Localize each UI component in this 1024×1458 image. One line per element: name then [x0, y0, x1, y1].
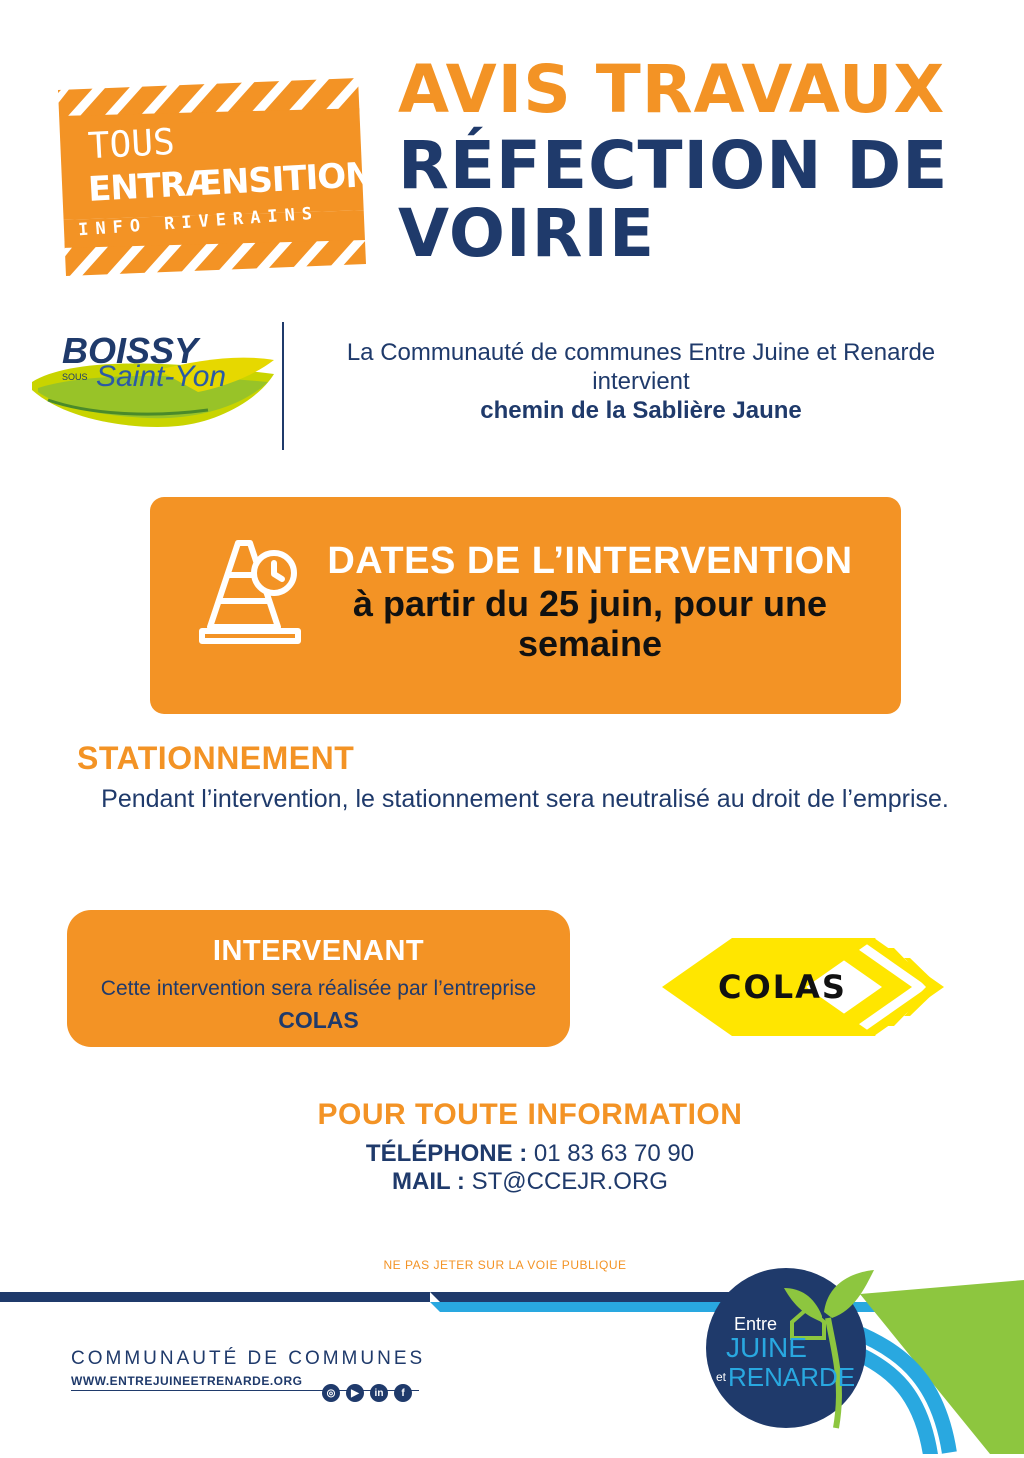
facebook-icon[interactable]: f: [394, 1384, 412, 1402]
boissy-sous: SOUS: [62, 372, 88, 382]
ejr-juine: JUINE: [726, 1332, 807, 1363]
contractor-box: [67, 910, 570, 1047]
divider-line: [282, 322, 284, 450]
info-mail-line: [250, 1168, 810, 1196]
info-heading: POUR TOUTE INFORMATION: [317, 1098, 743, 1131]
boissy-name: BOISSY: [62, 330, 199, 371]
contractor-text: Cette intervention sera réalisée par l’entreprise: [100, 977, 537, 1000]
tous-en-transition-badge: [58, 78, 389, 278]
boissy-saint-yon-logo: [28, 330, 276, 430]
mail-label: MAIL :: [392, 1168, 465, 1195]
ejr-et: et: [716, 1370, 727, 1384]
intro-text: [296, 338, 986, 425]
entre-juine-et-renarde-logo: [704, 1252, 880, 1440]
community-label: COMMUNAUTÉ DE COMMUNES: [71, 1348, 426, 1369]
instagram-icon[interactable]: ◎: [322, 1384, 340, 1402]
dates-value: à partir du 25 juin, pour une semaine: [352, 583, 828, 664]
phone-number[interactable]: 01 83 63 70 90: [533, 1140, 695, 1167]
ejr-entre: Entre: [734, 1314, 778, 1334]
title-avis-travaux: AVIS TRAVAUX: [398, 51, 946, 128]
badge-info-riverains: INFO RIVERAINS: [77, 203, 320, 241]
parking-heading: STATIONNEMENT: [77, 740, 355, 776]
contractor-heading: INTERVENANT: [212, 935, 425, 967]
traffic-cone-clock-icon: [198, 535, 304, 651]
contact-info: [250, 1098, 810, 1196]
badge-entraensition: ENTRÆNSITION!: [87, 154, 389, 210]
colas-logo: [662, 938, 954, 1036]
contractor-company: COLAS: [278, 1007, 359, 1033]
boissy-saint-yon: Saint-Yon: [96, 360, 227, 393]
badge-tous: TOUS: [86, 121, 176, 168]
youtube-icon[interactable]: ▶: [346, 1384, 364, 1402]
ejr-renarde: RENARDE: [728, 1362, 856, 1392]
title-voirie: VOIRIE: [398, 195, 656, 272]
title-refection: RÉFECTION DE: [398, 127, 949, 204]
mail-address[interactable]: ST@CCEJR.ORG: [471, 1168, 668, 1195]
intro-line1: La Communauté de communes Entre Juine et Renarde: [346, 339, 936, 366]
intro-line2: intervient: [592, 368, 690, 395]
disposal-notice: NE PAS JETER SUR LA VOIE PUBLIQUE: [383, 1258, 627, 1272]
social-icons: [322, 1384, 412, 1402]
website-link[interactable]: WWW.ENTREJUINEETRENARDE.ORG: [71, 1374, 419, 1391]
colas-logo-text: COLAS: [718, 968, 847, 1006]
dates-heading: DATES DE L’INTERVENTION: [327, 540, 853, 582]
parking-text: Pendant l’intervention, le stationnement sera neutralisé au droit de l’emprise.: [101, 785, 949, 813]
dates-text: [320, 538, 860, 664]
intro-location: chemin de la Sablière Jaune: [480, 397, 802, 424]
phone-label: TÉLÉPHONE :: [365, 1140, 528, 1167]
info-phone-line: [250, 1140, 810, 1168]
linkedin-icon[interactable]: in: [370, 1384, 388, 1402]
